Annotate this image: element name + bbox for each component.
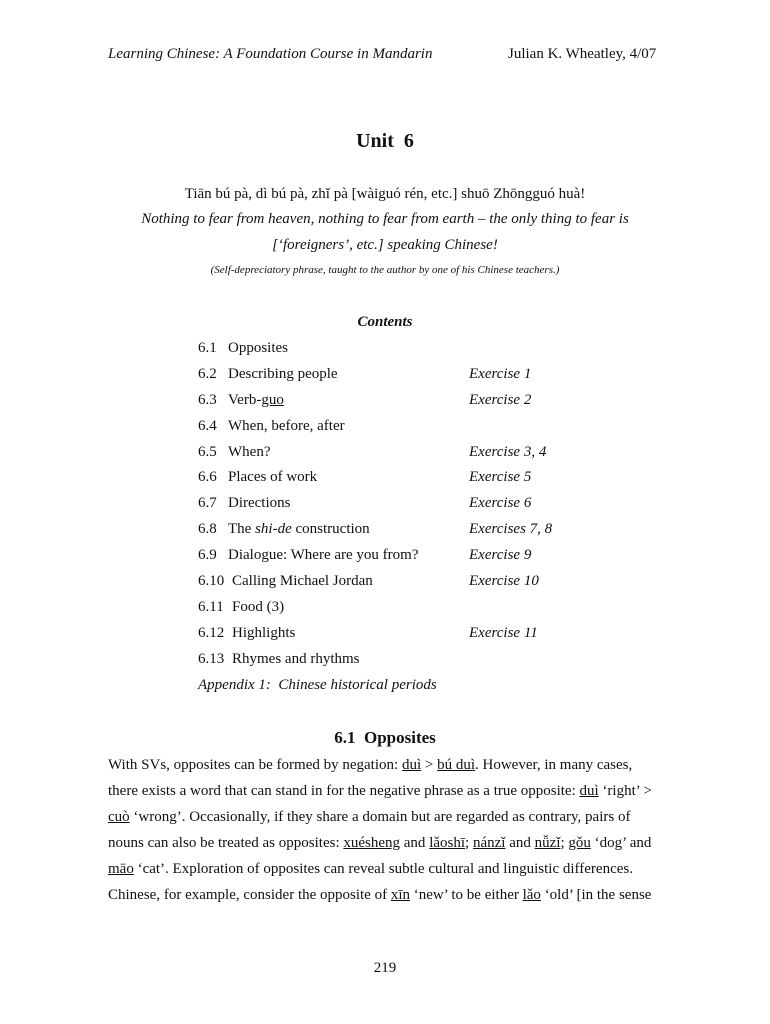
toc-title: The shi-de construction: [228, 521, 370, 538]
toc-number: 6.6: [198, 469, 217, 486]
running-header-title: Learning Chinese: A Foundation Course in Mandarin: [108, 46, 433, 62]
toc-number: 6.10: [198, 573, 225, 590]
toc-item: [198, 651, 618, 677]
toc-number: 6.13: [198, 650, 225, 667]
toc-appendix-row: [198, 677, 618, 703]
toc-title: Rhymes and rhythms: [232, 650, 360, 667]
toc-exercise: Exercise 2: [469, 391, 532, 408]
toc-item: [198, 469, 618, 495]
body-line: there exists a word that can stand in for the negative phrase as a true opposite: duì ‘right’ >: [108, 783, 652, 799]
unit-title: Unit 6: [356, 130, 414, 152]
toc-item: [198, 625, 618, 651]
toc-title: When?: [228, 443, 271, 460]
toc-number: 6.12: [198, 624, 225, 641]
epigraph-pinyin: Tiān bú pà, dì bú pà, zhǐ pà [wàiguó rén, etc.] shuō Zhōngguó huà!: [184, 186, 586, 202]
body-line: With SVs, opposites can be formed by negation: duì > bú duì. However, in many cases,: [108, 757, 633, 773]
toc-number: 6.9: [198, 547, 217, 564]
toc-exercise: Exercise 3, 4: [469, 443, 547, 460]
toc-item: [198, 444, 618, 470]
toc-number: 6.7: [198, 495, 217, 512]
section-heading: 6.1 Opposites: [334, 728, 436, 747]
toc-number: 6.3: [198, 391, 217, 408]
toc-exercise: Exercise 11: [469, 624, 538, 641]
toc-number: 6.5: [198, 443, 217, 460]
toc-appendix: Appendix 1: Chinese historical periods: [198, 676, 437, 693]
toc-number: 6.11: [198, 598, 224, 615]
toc-title: When, before, after: [228, 417, 345, 434]
toc-item: [198, 366, 618, 392]
table-of-contents: [198, 340, 618, 702]
toc-number: 6.1: [198, 340, 217, 356]
toc-exercise: Exercise 5: [469, 469, 532, 486]
epigraph-translation-line1: Nothing to fear from heaven, nothing to fear from earth – the only thing to fear is: [141, 211, 629, 227]
toc-item: [198, 573, 618, 599]
toc-item: [198, 340, 618, 366]
toc-title: Dialogue: Where are you from?: [228, 547, 419, 564]
toc-exercise: Exercise 10: [469, 573, 539, 590]
page-number: 219: [373, 960, 397, 976]
toc-title: Opposites: [228, 340, 288, 356]
body-line: māo ‘cat’. Exploration of opposites can reveal subtle cultural and linguistic differences.: [108, 861, 633, 877]
epigraph-note: (Self-depreciatory phrase, taught to the author by one of his Chinese teachers.): [210, 264, 560, 276]
body-line: cuò ‘wrong’. Occasionally, if they share a domain but are regarded as contrary, pairs of: [108, 809, 631, 825]
toc-exercise: Exercises 7, 8: [469, 521, 553, 538]
toc-exercise: Exercise 9: [469, 547, 532, 564]
toc-item: [198, 495, 618, 521]
toc-title: Places of work: [228, 469, 318, 486]
toc-item: [198, 547, 618, 573]
toc-item: [198, 392, 618, 418]
toc-number: 6.4: [198, 417, 217, 434]
toc-title: Verb-guo: [228, 391, 284, 408]
body-line: nouns can also be treated as opposites: xuésheng and lǎoshī; nánzǐ and nǚzǐ; gǒu ‘dog’ and: [108, 835, 652, 851]
contents-heading: Contents: [357, 314, 413, 330]
toc-number: 6.8: [198, 521, 217, 538]
toc-exercise: Exercise 1: [469, 365, 532, 382]
toc-title: Food (3): [232, 598, 285, 615]
toc-title: Directions: [228, 495, 291, 512]
epigraph-translation-line2: [‘foreigners’, etc.] speaking Chinese!: [272, 237, 498, 253]
toc-title: Highlights: [232, 624, 296, 641]
toc-item: [198, 418, 618, 444]
body-line: Chinese, for example, consider the opposite of xīn ‘new’ to be either lǎo ‘old’ [in the sense: [108, 887, 652, 903]
toc-item: [198, 599, 618, 625]
running-header-author: Julian K. Wheatley, 4/07: [508, 46, 657, 62]
toc-title: Calling Michael Jordan: [232, 573, 373, 590]
section-body: [108, 752, 668, 908]
toc-title: Describing people: [228, 365, 338, 382]
toc-exercise: Exercise 6: [469, 495, 532, 512]
toc-item: [198, 521, 618, 547]
toc-number: 6.2: [198, 365, 217, 382]
